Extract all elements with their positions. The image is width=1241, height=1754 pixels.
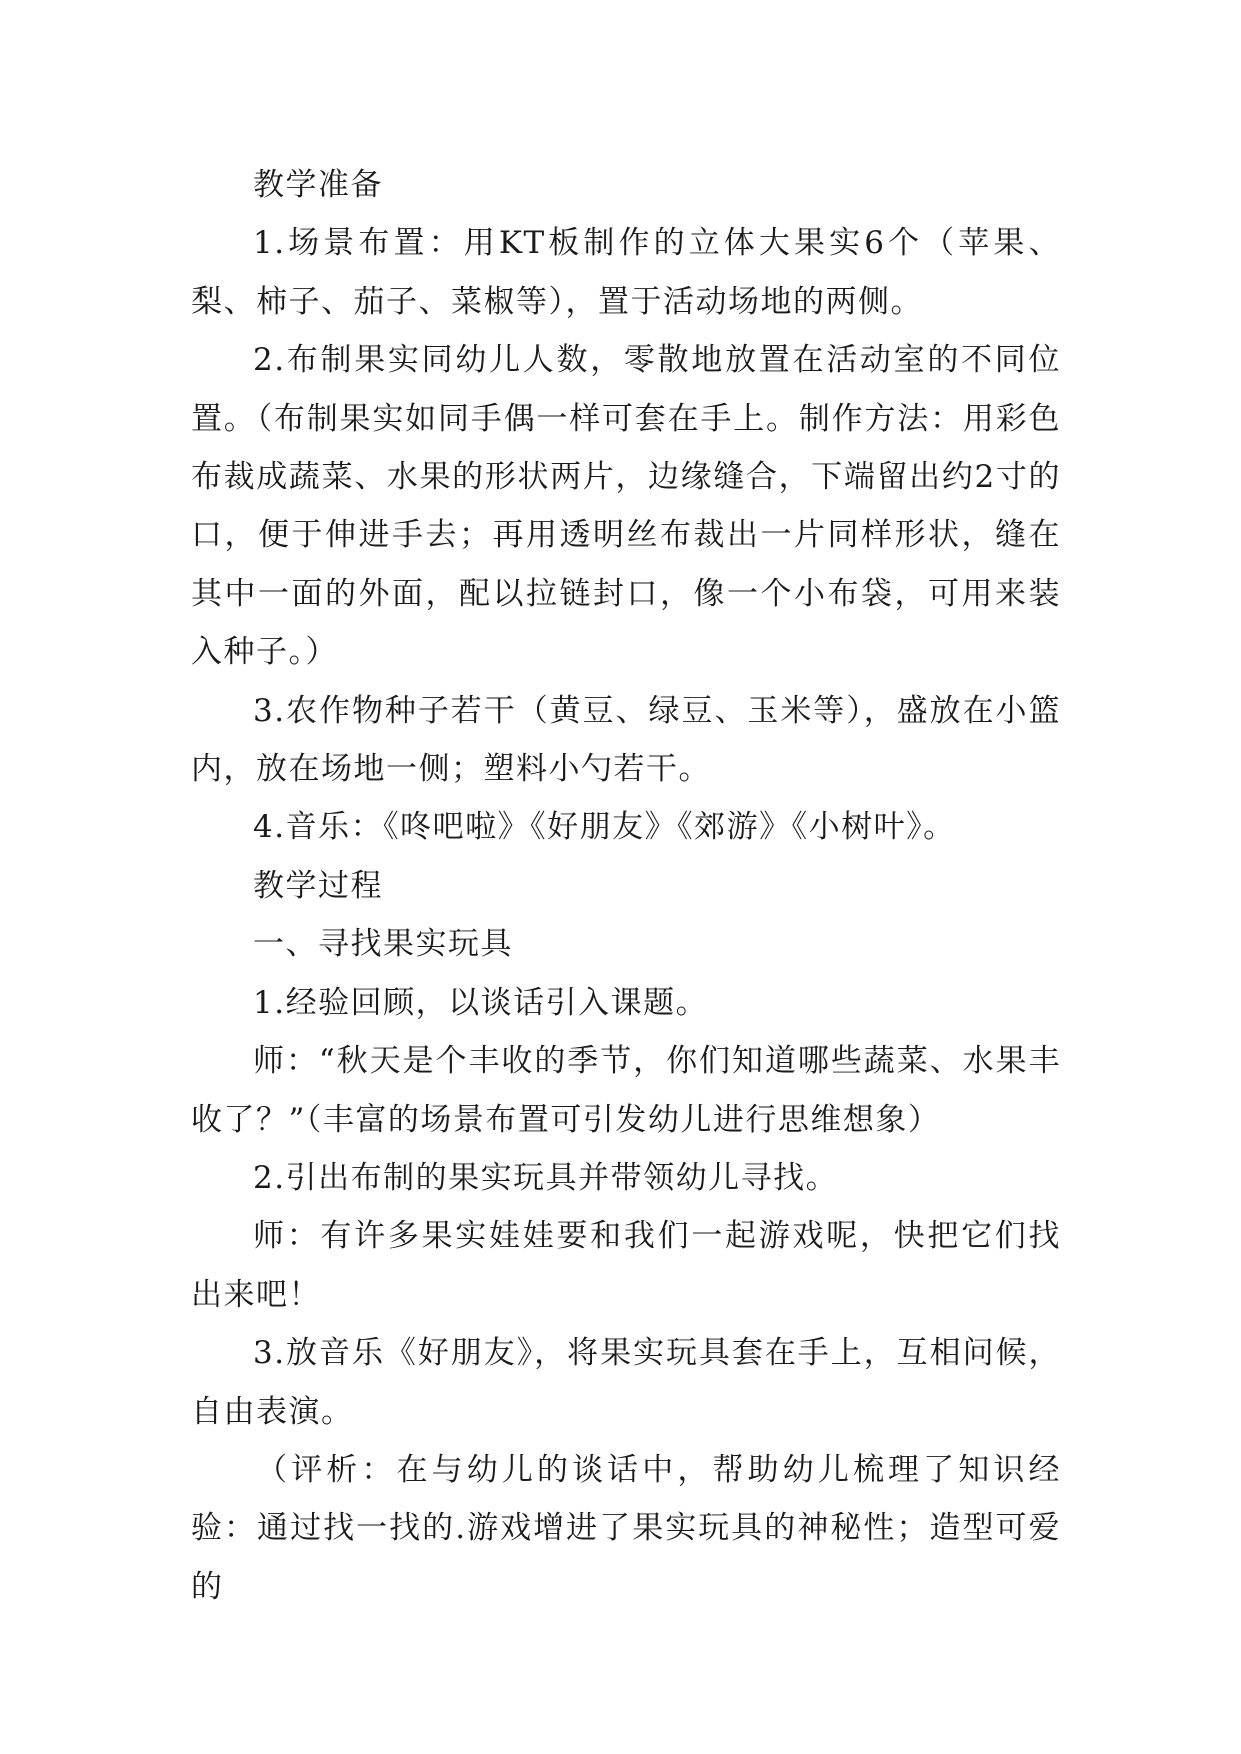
paragraph-seeds: 3.农作物种子若干（黄豆、绿豆、玉米等），盛放在小篮内，放在场地一侧；塑料小勺若干。 bbox=[191, 692, 1061, 788]
heading-teaching-preparation: 教学准备 bbox=[253, 167, 383, 203]
paragraph-scene-setup: 1.场景布置：用KT板制作的立体大果实6个（苹果、梨、柿子、茄子、菜椒等），置于活动场地的两侧。 bbox=[191, 225, 1061, 320]
paragraph-music: 4.音乐：《咚吧啦》《好朋友》《郊游》《小树叶》。 bbox=[253, 809, 956, 846]
heading-teaching-process: 教学过程 bbox=[253, 867, 383, 904]
paragraph-evaluation: （评析：在与幼儿的谈话中，帮助幼儿梳理了知识经验：通过找一找的.游戏增进了果实玩具的神秘性；造型可爱的 bbox=[191, 1451, 1061, 1605]
document-body bbox=[191, 156, 1061, 1616]
paragraph-teacher-find: 师：有许多果实娃娃要和我们一起游戏呢，快把它们找出来吧！ bbox=[191, 1218, 1061, 1313]
paragraph-play-music: 3.放音乐《好朋友》，将果实玩具套在手上，互相问候，自由表演。 bbox=[191, 1335, 1061, 1430]
paragraph-cloth-fruits: 2.布制果实同幼儿人数，零散地放置在活动室的不同位置。（布制果实如同手偶一样可套在手上。制作方法：用彩色布裁成蔬菜、水果的形状两片，边缘缝合，下端留出约2寸的口，便于伸进手去；再用透明丝布裁出一片同样形状，缝在其中一面的外面，配以拉链封口，像一个小布袋，可用来装入种子。） bbox=[191, 342, 1061, 671]
paragraph-introduce-toys: 2.引出布制的果实玩具并带领幼儿寻找。 bbox=[253, 1159, 839, 1196]
heading-find-fruit-toys: 一、寻找果实玩具 bbox=[253, 926, 513, 963]
paragraph-teacher-autumn: 师：“秋天是个丰收的季节，你们知道哪些蔬菜、水果丰收了？”（丰富的场景布置可引发幼儿进行思维想象） bbox=[191, 1043, 1061, 1138]
paragraph-experience-review: 1.经验回顾，以谈话引入课题。 bbox=[253, 984, 709, 1021]
